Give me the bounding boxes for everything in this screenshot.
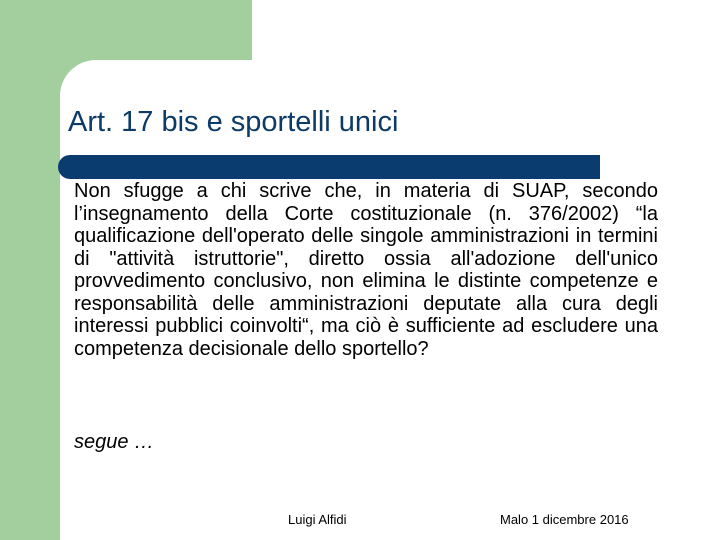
footer-date: Malo 1 dicembre 2016 xyxy=(500,512,629,527)
continues-label: segue … xyxy=(74,431,155,453)
slide-body-text: Non sfugge a chi scrive che, in materia di SUAP, secondo l’insegnamento della Corte costituzionale (n. 376/2002) “la qualificazione dell'operato delle singole amministrazioni in termini di "attività istruttorie", diretto ossia all'adozione dell'unico provvedimento conclusivo, non elimina le distinte competenze e responsabilità delle amministrazioni deputate alla cura degli interessi pubblici coinvolti“, ma ciò è sufficiente ad escludere una competenza decisionale dello sportello? xyxy=(74,180,658,360)
footer-author: Luigi Alfidi xyxy=(288,512,347,527)
slide-title: Art. 17 bis e sportelli unici xyxy=(68,106,399,138)
title-underline-bar xyxy=(58,155,600,179)
title-bar-end xyxy=(588,155,600,179)
